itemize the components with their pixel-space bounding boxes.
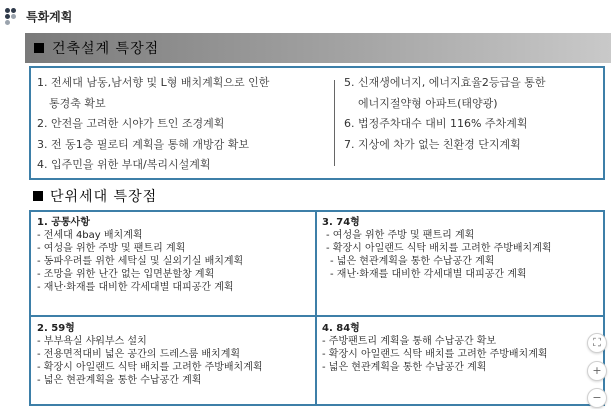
grid-vertical-divider — [315, 212, 317, 404]
dots-icon — [5, 8, 23, 24]
cell-line: - 주방팬트리 계획을 통해 수납공간 확보 — [322, 336, 497, 347]
feature-item: 7. 지상에 차가 없는 친환경 단지계획 — [344, 138, 521, 151]
cell-header: 3. 74형 — [322, 217, 360, 228]
feature-item: 에너지절약형 아파트(태양광) — [358, 97, 498, 110]
design-features-box — [29, 66, 605, 180]
grid-horizontal-divider — [31, 315, 603, 317]
unit-cell-74 — [322, 216, 552, 281]
cell-line: - 동파우려를 위한 세탁실 및 실외기실 배치계획 — [37, 256, 244, 267]
cell-line: - 재난·화재를 대비한 각세대별 대피공간 계획 — [330, 269, 527, 280]
unit-cell-59 — [37, 322, 263, 387]
cell-line: - 여성을 위한 주방 및 팬트리 계획 — [326, 230, 475, 241]
cell-line: - 확장시 아일랜드 식탁 배치를 고려한 주방배치계획 — [322, 349, 548, 360]
column-divider — [334, 80, 335, 166]
cell-line: - 재난·화재를 대비한 각세대별 대피공간 계획 — [37, 282, 234, 293]
section1-banner — [25, 33, 611, 63]
cell-line: - 넓은 현관계획을 통한 수납공간 계획 — [330, 256, 495, 267]
unit-cell-84 — [322, 322, 548, 374]
unit-cell-common — [37, 216, 243, 294]
cell-line: - 부부욕실 샤워부스 설치 — [37, 336, 147, 347]
cell-line: - 전용면적대비 넓은 공간의 드레스룸 배치계획 — [37, 349, 241, 360]
feature-item: 통경축 확보 — [49, 97, 106, 110]
page-header — [0, 6, 72, 26]
fit-view-button[interactable]: ⛶ — [587, 333, 607, 353]
section2-heading — [33, 186, 157, 206]
cell-header: 1. 공통사항 — [37, 217, 90, 228]
feature-item: 5. 신재생에너지, 에너지효율2등급을 통한 — [344, 76, 546, 89]
zoom-out-button[interactable]: − — [587, 388, 607, 408]
feature-item: 3. 전 동1층 필로티 계획을 통해 개방감 확보 — [37, 138, 249, 151]
feature-item: 1. 전세대 남동,남서향 및 L형 배치계획으로 인한 — [37, 76, 270, 89]
cell-line: - 여성을 위한 주방 및 팬트리 계획 — [37, 243, 186, 254]
cell-line: - 조망을 위한 난간 없는 입면분할창 계획 — [37, 269, 215, 280]
unit-features-box — [29, 210, 605, 406]
feature-item: 2. 안전을 고려한 시야가 트인 조경계획 — [37, 117, 225, 130]
section2-title: 단위세대 특장점 — [50, 189, 158, 205]
square-bullet-icon — [34, 43, 44, 53]
zoom-in-button[interactable]: + — [587, 361, 607, 381]
section1-title: 건축설계 특장점 — [52, 41, 160, 57]
cell-line: - 확장시 아일랜드 식탁 배치를 고려한 주방배치계획 — [326, 243, 552, 254]
square-bullet-icon — [33, 191, 43, 201]
cell-line: - 전세대 4bay 배치계획 — [37, 230, 143, 241]
cell-line: - 넓은 현관계획을 통한 수납공간 계획 — [322, 362, 487, 373]
cell-header: 2. 59형 — [37, 323, 75, 334]
feature-item: 6. 법정주차대수 대비 116% 주차계획 — [344, 117, 528, 130]
cell-header: 4. 84형 — [322, 323, 360, 334]
feature-item: 4. 입주민을 위한 부대/복리시설계획 — [37, 158, 211, 171]
page-title: 특화계획 — [26, 9, 73, 24]
cell-line: - 넓은 현관계획을 통한 수납공간 계획 — [37, 375, 202, 386]
cell-line: - 확장시 아일랜드 식탁 배치를 고려한 주방배치계획 — [37, 362, 263, 373]
